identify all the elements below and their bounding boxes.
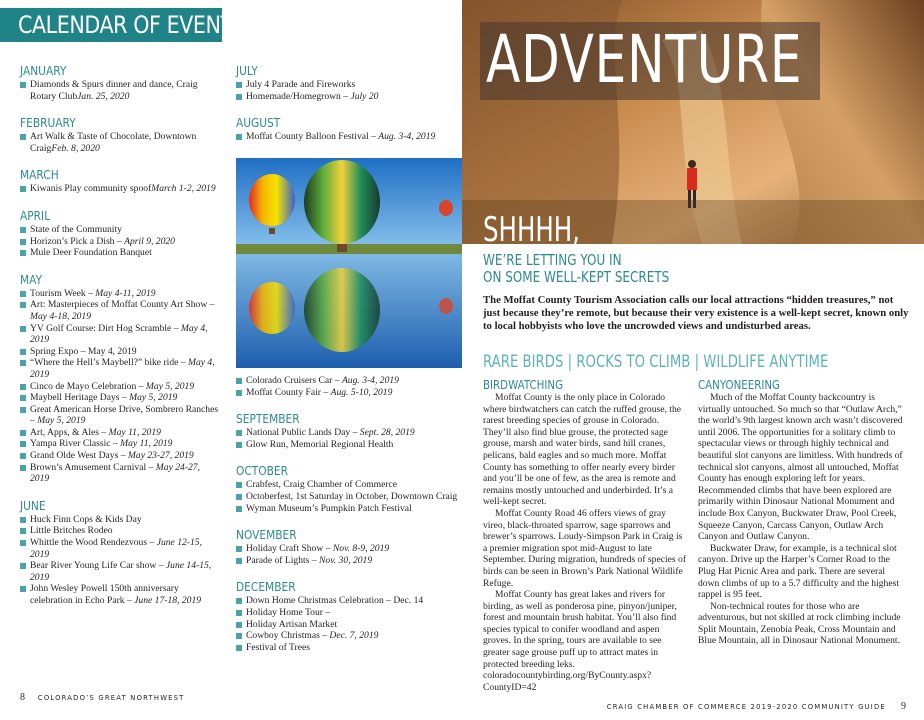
event-name: Grand Olde West Days – bbox=[30, 450, 128, 462]
event-item bbox=[236, 630, 460, 642]
left-footer bbox=[20, 692, 185, 703]
event-name: “Where the Hell’s Maybell?” bike ride – bbox=[30, 357, 188, 369]
event-item bbox=[20, 183, 220, 195]
canyoneering-section bbox=[698, 378, 908, 647]
event-name: Holiday Artisan Market bbox=[246, 618, 338, 630]
event-item bbox=[20, 236, 220, 248]
event-name: Moffat County Fair – bbox=[246, 386, 331, 398]
left-footer-title: COLORADO’S GREAT NORTHWEST bbox=[37, 694, 185, 702]
event-date: Nov. 8-9, 2019 bbox=[332, 543, 390, 555]
event-name: Holiday Home Tour – bbox=[246, 606, 331, 618]
event-item bbox=[20, 131, 220, 154]
birdwatching-paragraph: Moffat County has great lakes and rivers for birding, as well as ponderosa pine, pinyon/juniper, forest and mountain brush habitat. You’ll also find species typical to conifer woodland and aspen groves. In the spring, tours are available to see greater sage grouse puff up to attract mates in protected breeding leks. coloradocountybirding.org/ByCounty.aspx?CountyID=42 bbox=[483, 589, 677, 693]
event-date: Jan. 25, 2020 bbox=[77, 90, 130, 102]
page-number-left: 8 bbox=[20, 692, 25, 703]
month-block bbox=[236, 375, 460, 398]
event-date: June 12-15, 2019 bbox=[30, 537, 202, 560]
event-name: Holiday Craft Show – bbox=[246, 543, 333, 555]
event-name: Spring Expo – May 4, 2019 bbox=[30, 345, 137, 357]
event-item bbox=[20, 346, 220, 358]
event-name: Crabfest, Craig Chamber of Commerce bbox=[246, 479, 398, 491]
event-date: March 1-2, 2019 bbox=[151, 183, 216, 195]
canyoneering-paragraph: Buckwater Draw, for example, is a technical slot canyon. Drive up the Harper’s Corner Road to the Plug Hat Picnic Area and park. There are several down climbs of up to a 5.7 difficulty and the highest rappel is 95 feet. bbox=[698, 542, 899, 601]
event-item bbox=[20, 462, 220, 485]
canyoneering-heading: CANYONEERING bbox=[698, 377, 780, 392]
event-date: May 24-27, 2019 bbox=[30, 461, 201, 485]
month-block bbox=[236, 464, 460, 514]
event-date: May 4, 2019 bbox=[30, 322, 208, 346]
intro-paragraph: The Moffat County Tourism Association calls our local attractions “hidden treasures,” not just because they’re remote, but because their very existence is a well-kept secret, known only to local hobbyists who love the uncrowded views and undisturbed areas. bbox=[483, 294, 909, 332]
event-item bbox=[236, 607, 460, 619]
right-footer bbox=[607, 694, 906, 713]
right-footer-title: CRAIG CHAMBER OF COMMERCE 2019-2020 COMMUNITY GUIDE bbox=[606, 703, 886, 711]
event-name: YV Golf Course: Dirt Hog Scramble – bbox=[30, 322, 181, 334]
event-date: Aug. 5-10, 2019 bbox=[330, 386, 393, 398]
month-heading: AUGUST bbox=[236, 115, 281, 131]
event-item bbox=[20, 514, 220, 526]
event-name: Horizon’s Pick a Dish – bbox=[30, 235, 125, 247]
month-heading: FEBRUARY bbox=[20, 115, 76, 131]
event-date: June 14-15, 2019 bbox=[30, 560, 212, 583]
event-name: State of the Community bbox=[30, 223, 122, 235]
event-item bbox=[20, 427, 220, 439]
event-name: Little Britches Rodeo bbox=[30, 525, 113, 537]
month-block bbox=[20, 209, 220, 259]
event-item bbox=[20, 79, 220, 102]
event-item bbox=[236, 375, 460, 387]
event-date: May 5, 2019 bbox=[145, 380, 195, 392]
event-item bbox=[236, 479, 460, 491]
event-item bbox=[20, 357, 220, 380]
month-heading: JUNE bbox=[20, 497, 46, 513]
event-name: Octoberfest, 1st Saturday in October, Downtown Craig bbox=[246, 490, 458, 502]
event-item bbox=[236, 131, 460, 143]
event-item bbox=[20, 525, 220, 537]
event-name: Art, Apps, & Ales – bbox=[30, 426, 109, 438]
event-name: Brown’s Amusement Carnival – bbox=[30, 461, 156, 473]
event-name: Kiwanis Play community spoof bbox=[30, 183, 152, 195]
event-name: July 4 Parade and Fireworks bbox=[246, 79, 356, 90]
event-name: Down Home Christmas Celebration – Dec. 14 bbox=[246, 595, 424, 607]
event-item bbox=[20, 224, 220, 236]
event-name: Homemade/Homegrown – bbox=[246, 90, 351, 102]
shhh-heading: SHHHH, bbox=[483, 210, 580, 250]
event-date: May 5, 2019 bbox=[129, 392, 178, 404]
event-item bbox=[20, 404, 220, 427]
event-date: May 4-18, 2019 bbox=[30, 310, 92, 322]
event-item bbox=[20, 560, 220, 583]
event-item bbox=[236, 555, 460, 567]
event-name: Art Walk & Taste of Chocolate, Downtown Craig bbox=[30, 131, 197, 154]
event-date: June 17-18, 2019 bbox=[134, 595, 202, 606]
month-heading: MARCH bbox=[20, 167, 59, 183]
event-item bbox=[236, 427, 460, 439]
event-date: Sept. 28, 2019 bbox=[359, 427, 415, 439]
event-name: Diamonds & Spurs dinner and dance, Craig Rotary Club bbox=[30, 79, 198, 102]
event-name: Moffat County Balloon Festival – bbox=[246, 131, 379, 143]
month-block bbox=[236, 116, 460, 143]
canyoneering-paragraph: Non-technical routes for those who are adventurous, but not skilled at rock climbing include Split Mountain, Zenobia Peak, Cross Mountain and Blue Mountain, all in Dinosaur National Monument. bbox=[698, 600, 901, 647]
event-name: Maybell Heritage Days – bbox=[30, 392, 130, 404]
event-date: Feb. 8, 2020 bbox=[51, 142, 100, 154]
event-item bbox=[236, 543, 460, 555]
month-heading: OCTOBER bbox=[236, 463, 289, 479]
subtitle-line-1: WE’RE LETTING YOU IN bbox=[483, 251, 622, 269]
calendar-column-2-top bbox=[236, 64, 460, 157]
adventure-title: ADVENTURE bbox=[486, 21, 803, 98]
event-name: Great American Horse Drive, Sombrero Ranches – bbox=[30, 403, 219, 427]
month-block bbox=[20, 273, 220, 485]
month-heading: JULY bbox=[236, 63, 258, 78]
event-date: May 4-11, 2019 bbox=[95, 287, 156, 299]
birdwatching-heading: BIRDWATCHING bbox=[483, 377, 564, 392]
event-item bbox=[20, 450, 220, 462]
event-name: Whittle the Wood Rendezvous – bbox=[30, 537, 157, 549]
event-item bbox=[20, 288, 220, 300]
month-heading: NOVEMBER bbox=[236, 527, 297, 543]
event-name: Colorado Cruisers Car – bbox=[246, 375, 342, 386]
month-heading: DECEMBER bbox=[236, 579, 296, 595]
event-name: Art: Masterpieces of Moffat County Art Show – bbox=[30, 299, 215, 311]
event-item bbox=[20, 247, 220, 259]
subtitle-line-2: ON SOME WELL-KEPT SECRETS bbox=[483, 268, 670, 286]
balloon-photo-icon bbox=[236, 158, 462, 368]
event-date: Dec. 7, 2019 bbox=[329, 630, 379, 642]
event-item bbox=[236, 79, 460, 91]
month-block bbox=[20, 116, 220, 154]
event-date: July 20 bbox=[350, 90, 379, 102]
birdwatching-paragraph: Moffat County is the only place in Colorado where birdwatchers can catch the ruffed grouse, the rarest breeding species of grouse in Colorado. They’ll also find blue grouse, the protected sage grouse, marsh and water birds, sand hill cranes, pelicans, bald eagles and so much more. Moffat County has something to offer nearly every birder and you’ll be one of few, as the area is remote and remains mostly untouched and underbirded. It’s a well-kept secret. bbox=[483, 392, 682, 508]
event-item bbox=[236, 503, 460, 515]
event-name: Parade of Lights – bbox=[246, 554, 320, 566]
event-date: May 5, 2019 bbox=[37, 415, 86, 427]
event-name: Cowboy Christmas – bbox=[246, 630, 330, 642]
event-item bbox=[20, 323, 220, 346]
event-item bbox=[236, 595, 460, 607]
event-name: National Public Lands Day – bbox=[246, 427, 360, 439]
month-block bbox=[20, 168, 220, 195]
calendar-column-2-bottom bbox=[236, 375, 460, 667]
birdwatching-paragraph: Moffat County Road 46 offers views of gray vireo, black-throated sparrow, sage sparrows and brewer’s sparrows. Loudy-Simpson Park in Craig is a premier migration spot mid-August to late September. During migration, hundreds of species of birds can be seen in Brown’s Park National Wildlife Refuge. bbox=[483, 507, 687, 589]
event-item bbox=[20, 583, 220, 606]
calendar-column-1 bbox=[20, 64, 220, 621]
tagline: RARE BIRDS | ROCKS TO CLIMB | WILDLIFE ANYTIME bbox=[483, 352, 829, 372]
event-item bbox=[20, 438, 220, 450]
calendar-header bbox=[0, 8, 246, 42]
page-number-right: 9 bbox=[901, 701, 906, 712]
month-block bbox=[236, 528, 460, 566]
event-name: Wyman Museum’s Pumpkin Patch Festival bbox=[246, 502, 412, 514]
event-item bbox=[236, 491, 460, 503]
event-name: Cinco de Mayo Celebration – bbox=[30, 380, 146, 392]
subtitle bbox=[483, 252, 669, 286]
month-heading: SEPTEMBER bbox=[236, 411, 300, 427]
event-name: Bear River Young Life Car show – bbox=[30, 560, 166, 572]
birdwatching-section bbox=[483, 378, 688, 693]
month-heading: APRIL bbox=[20, 207, 51, 223]
event-name: Festival of Trees bbox=[246, 641, 310, 653]
event-name: John Wesley Powell 150th anniversary celebration in Echo Park – bbox=[30, 583, 179, 606]
event-name: Huck Finn Cops & Kids Day bbox=[30, 513, 142, 525]
event-date: May 23-27, 2019 bbox=[127, 450, 194, 462]
event-date: May 11, 2019 bbox=[108, 426, 161, 438]
event-date: May 11, 2019 bbox=[120, 438, 173, 450]
event-item bbox=[236, 439, 460, 451]
event-item bbox=[236, 91, 460, 103]
event-name: Glow Run, Memorial Regional Health bbox=[246, 438, 394, 450]
event-item bbox=[236, 619, 460, 631]
canyoneering-paragraph: Much of the Moffat County backcountry is virtually untouched. So much so that “Outlaw Arch,” the world’s 9th largest known arch wasn’t discovered until 2006. The opportunities for a solitary climb to spectacular views or through highly technical and beautiful slot canyons are limitless. With hundreds of technical slot canyons, almost all untouched, Moffat County has enough exploring left for years. Recommended climbs that have been explored are primarily within Dinosaur National Monument and include Box Canyon, Buckwater Draw, Pool Creek, Squeeze Canyon, Carcass Canyon, Outlaw Arch Canyon and Outlaw Canyon. bbox=[698, 392, 903, 543]
balloon-photo bbox=[236, 158, 462, 368]
event-item bbox=[236, 642, 460, 654]
calendar-title: CALENDAR OF EVENTS bbox=[18, 11, 246, 39]
event-date: Aug. 3-4, 2019 bbox=[341, 375, 399, 386]
event-item bbox=[20, 537, 220, 560]
month-block bbox=[236, 412, 460, 450]
event-name: Tourism Week – bbox=[30, 287, 96, 299]
event-item bbox=[20, 299, 220, 322]
event-item bbox=[236, 387, 460, 399]
event-name: Mule Deer Foundation Banquet bbox=[30, 247, 152, 259]
event-date: Aug. 3-4, 2019 bbox=[378, 131, 436, 143]
month-block bbox=[20, 64, 220, 102]
event-name: Yampa River Classic – bbox=[30, 438, 121, 450]
month-block bbox=[236, 64, 460, 102]
event-date: Nov. 30, 2019 bbox=[319, 554, 373, 566]
month-block bbox=[236, 580, 460, 653]
event-date: May 4, 2019 bbox=[30, 357, 215, 380]
month-heading: JANUARY bbox=[20, 63, 67, 78]
month-heading: MAY bbox=[20, 271, 43, 287]
month-block bbox=[20, 499, 220, 607]
event-date: April 9, 2020 bbox=[124, 235, 175, 247]
event-item bbox=[20, 392, 220, 404]
event-item bbox=[20, 381, 220, 393]
